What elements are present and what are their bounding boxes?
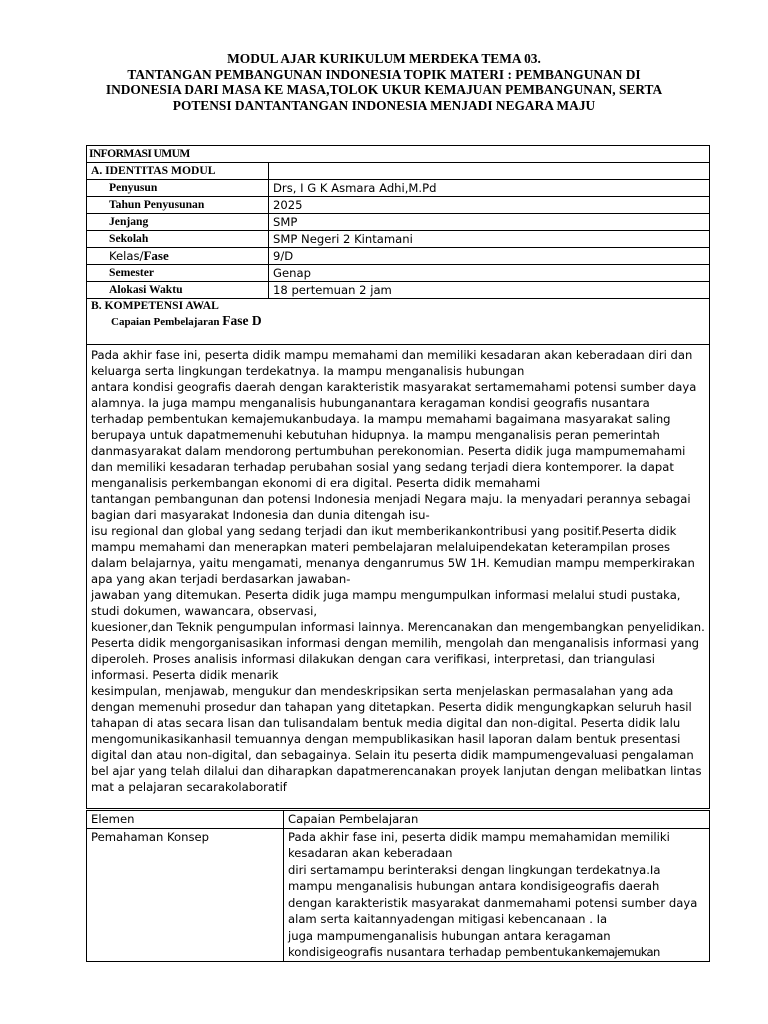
paragraph-block: kesimpulan, menjawab, mengukur dan mendeskripsikan serta menjelaskan permasalahan yang ada dengan memenuhi prosedur dan tahapan yang ditetapkan. Peserta didik mengungkapkan seluruh hasil tahapan di atas secara lisan dan tulisandalam bentuk media digital dan non-digital. Peserta didik lalu mengomunikasikanhasil temuannya dengan mempublikasikan hasil laporan dalam bentuk presentasi digital dan atau non-digital, dan sebagainya. Selain itu peserta didik mampumengevaluasi pengalaman bel ajar yang telah dilalui dan diharapkan dapatmerencanakan proyek lanjutan dengan melibatkan lintas mat a pelajaran secarakolaboratif <box>91 684 702 794</box>
capaian-header: Capaian Pembelajaran <box>284 811 710 829</box>
title-line-4: POTENSI DANTANTANGAN INDONESIA MENJADI NEGARA MAJU <box>172 97 596 113</box>
title-line-2: TANTANGAN PEMBANGUNAN INDONESIA TOPIK MATERI : PEMBANGUNAN DI <box>127 66 641 82</box>
alokasi-label: Alokasi Waktu <box>87 282 269 299</box>
sekolah-label: Sekolah <box>87 231 269 248</box>
capaian-heading <box>91 313 705 330</box>
paragraph-block: kuesioner,dan Teknik pengumpulan informasi lainnya. Merencanakan dan mengembangkan penyelidikan. Peserta didik mengorganisasikan informasi dengan memilih, mengolah dan menganalisis informasi yang diperoleh. Proses analisis informasi dilakukan dengan cara verifikasi, interpretasi, dan triangulasi informasi. Peserta didik menarik <box>91 620 705 682</box>
kompetensi-awal-cell <box>87 299 710 345</box>
capaian-line-text: juga mampumenganalisis hubungan antara keragaman kondisigeografis nusantara terhadap pembentukan <box>288 928 611 959</box>
kelas-label-a: Kelas/ <box>109 249 144 263</box>
sekolah-value: SMP Negeri 2 Kintamani <box>269 231 710 248</box>
kelas-value: 9/D <box>269 248 710 265</box>
semester-label: Semester <box>87 265 269 282</box>
elemen-header: Elemen <box>87 811 284 829</box>
semester-value: Genap <box>269 265 710 282</box>
document-title <box>60 51 708 113</box>
jenjang-value: SMP <box>269 214 710 231</box>
capaian-line <box>288 928 705 961</box>
tahun-label: Tahun Penyusunan <box>87 197 269 214</box>
jenjang-label: Jenjang <box>87 214 269 231</box>
kelas-label <box>87 248 269 265</box>
elemen-table <box>86 810 710 962</box>
penyusun-label: Penyusun <box>87 180 269 197</box>
info-header: INFORMASI UMUM <box>87 146 710 163</box>
capaian-line: Pada akhir fase ini, peserta didik mampu memahamidan memiliki kesadaran akan keberadaan <box>288 829 670 860</box>
kelas-label-b: Fase <box>143 248 169 263</box>
tahun-value: 2025 <box>269 197 710 214</box>
capaian-line: diri sertamampu berinteraksi dengan lingkungan terdekatnya.Ia mampu menganalisis hubungan antara kondisigeografis daerah dengan karakteristik masyarakat danmemahami potensi sumber daya alam serta kaitannyadengan mitigasi kebencanaan . Ia <box>288 862 698 926</box>
paragraph-block: isu regional dan global yang sedang terjadi dan ikut memberikankontribusi yang positif.Peserta didik mampu memahami dan menerapkan materi pembelajaran melaluipendekatan keterampilan proses dalam belajarnya, yaitu mengamati, menanya denganrumus 5W 1H. Kemudian mampu memperkirakan apa yang akan terjadi berdasarkan jawaban- <box>91 524 695 586</box>
penyusun-value: Drs, I G K Asmara Adhi,M.Pd <box>269 180 710 197</box>
section-a-heading: A. IDENTITAS MODUL <box>87 163 269 180</box>
pemahaman-konsep-capaian <box>284 828 710 961</box>
section-b-heading: B. KOMPETENSI AWAL <box>91 299 219 312</box>
info-table <box>86 145 710 809</box>
paragraph-block: tantangan pembangunan dan potensi Indonesia menjadi Negara maju. Ia menyadari perannya sebagai bagian dari masyarakat Indonesia dan dunia ditengah isu- <box>91 492 691 522</box>
capaian-heading-b: Fase D <box>222 313 262 328</box>
alokasi-value: 18 pertemuan 2 jam <box>269 282 710 299</box>
title-line-3: INDONESIA DARI MASA KE MASA,TOLOK UKUR KEMAJUAN PEMBANGUNAN, SERTA <box>105 82 663 97</box>
elemen-pemahaman-konsep: Pemahaman Konsep <box>87 828 284 961</box>
paragraph-block: antara kondisi geografis daerah dengan karakteristik masyarakat sertamemahami potensi sumber daya alamnya. Ia juga mampu menganalisis hubunganantara keragaman kondisi geografis nusantara terhadap pembentukan kemajemukanbudaya. Ia mampu memahami bagaimana masyarakat saling berupaya untuk dapatmemenuhi kebutuhan hidupnya. Ia mampu menganalisis peran pemerintah danmasyarakat dalam mendorong pertumbuhan perekonomian. Peserta didik juga mampumemahami dan memiliki kesadaran terhadap perubahan sosial yang sedang terjadi diera kontemporer. Ia dapat menganalisis perkembangan ekonomi di era digital. Peserta didik memahami <box>91 380 697 490</box>
capaian-heading-a: Capaian Pembelajaran <box>111 316 223 328</box>
capaian-paragraph-cell <box>87 345 710 809</box>
paragraph-block: Pada akhir fase ini, peserta didik mampu memahami dan memiliki kesadaran akan keberadaan diri dan keluarga serta lingkungan terdekatnya. Ia mampu menganalisis hubungan <box>91 348 693 378</box>
capaian-line-tail: kemajemukan <box>585 945 660 959</box>
paragraph-block: jawaban yang ditemukan. Peserta didik juga mampu mengumpulkan informasi melalui studi pustaka, studi dokumen, wawancara, observasi, <box>91 588 681 618</box>
section-a-empty <box>269 163 710 180</box>
title-line-1: MODUL AJAR KURIKULUM MERDEKA TEMA 03. <box>227 51 541 66</box>
